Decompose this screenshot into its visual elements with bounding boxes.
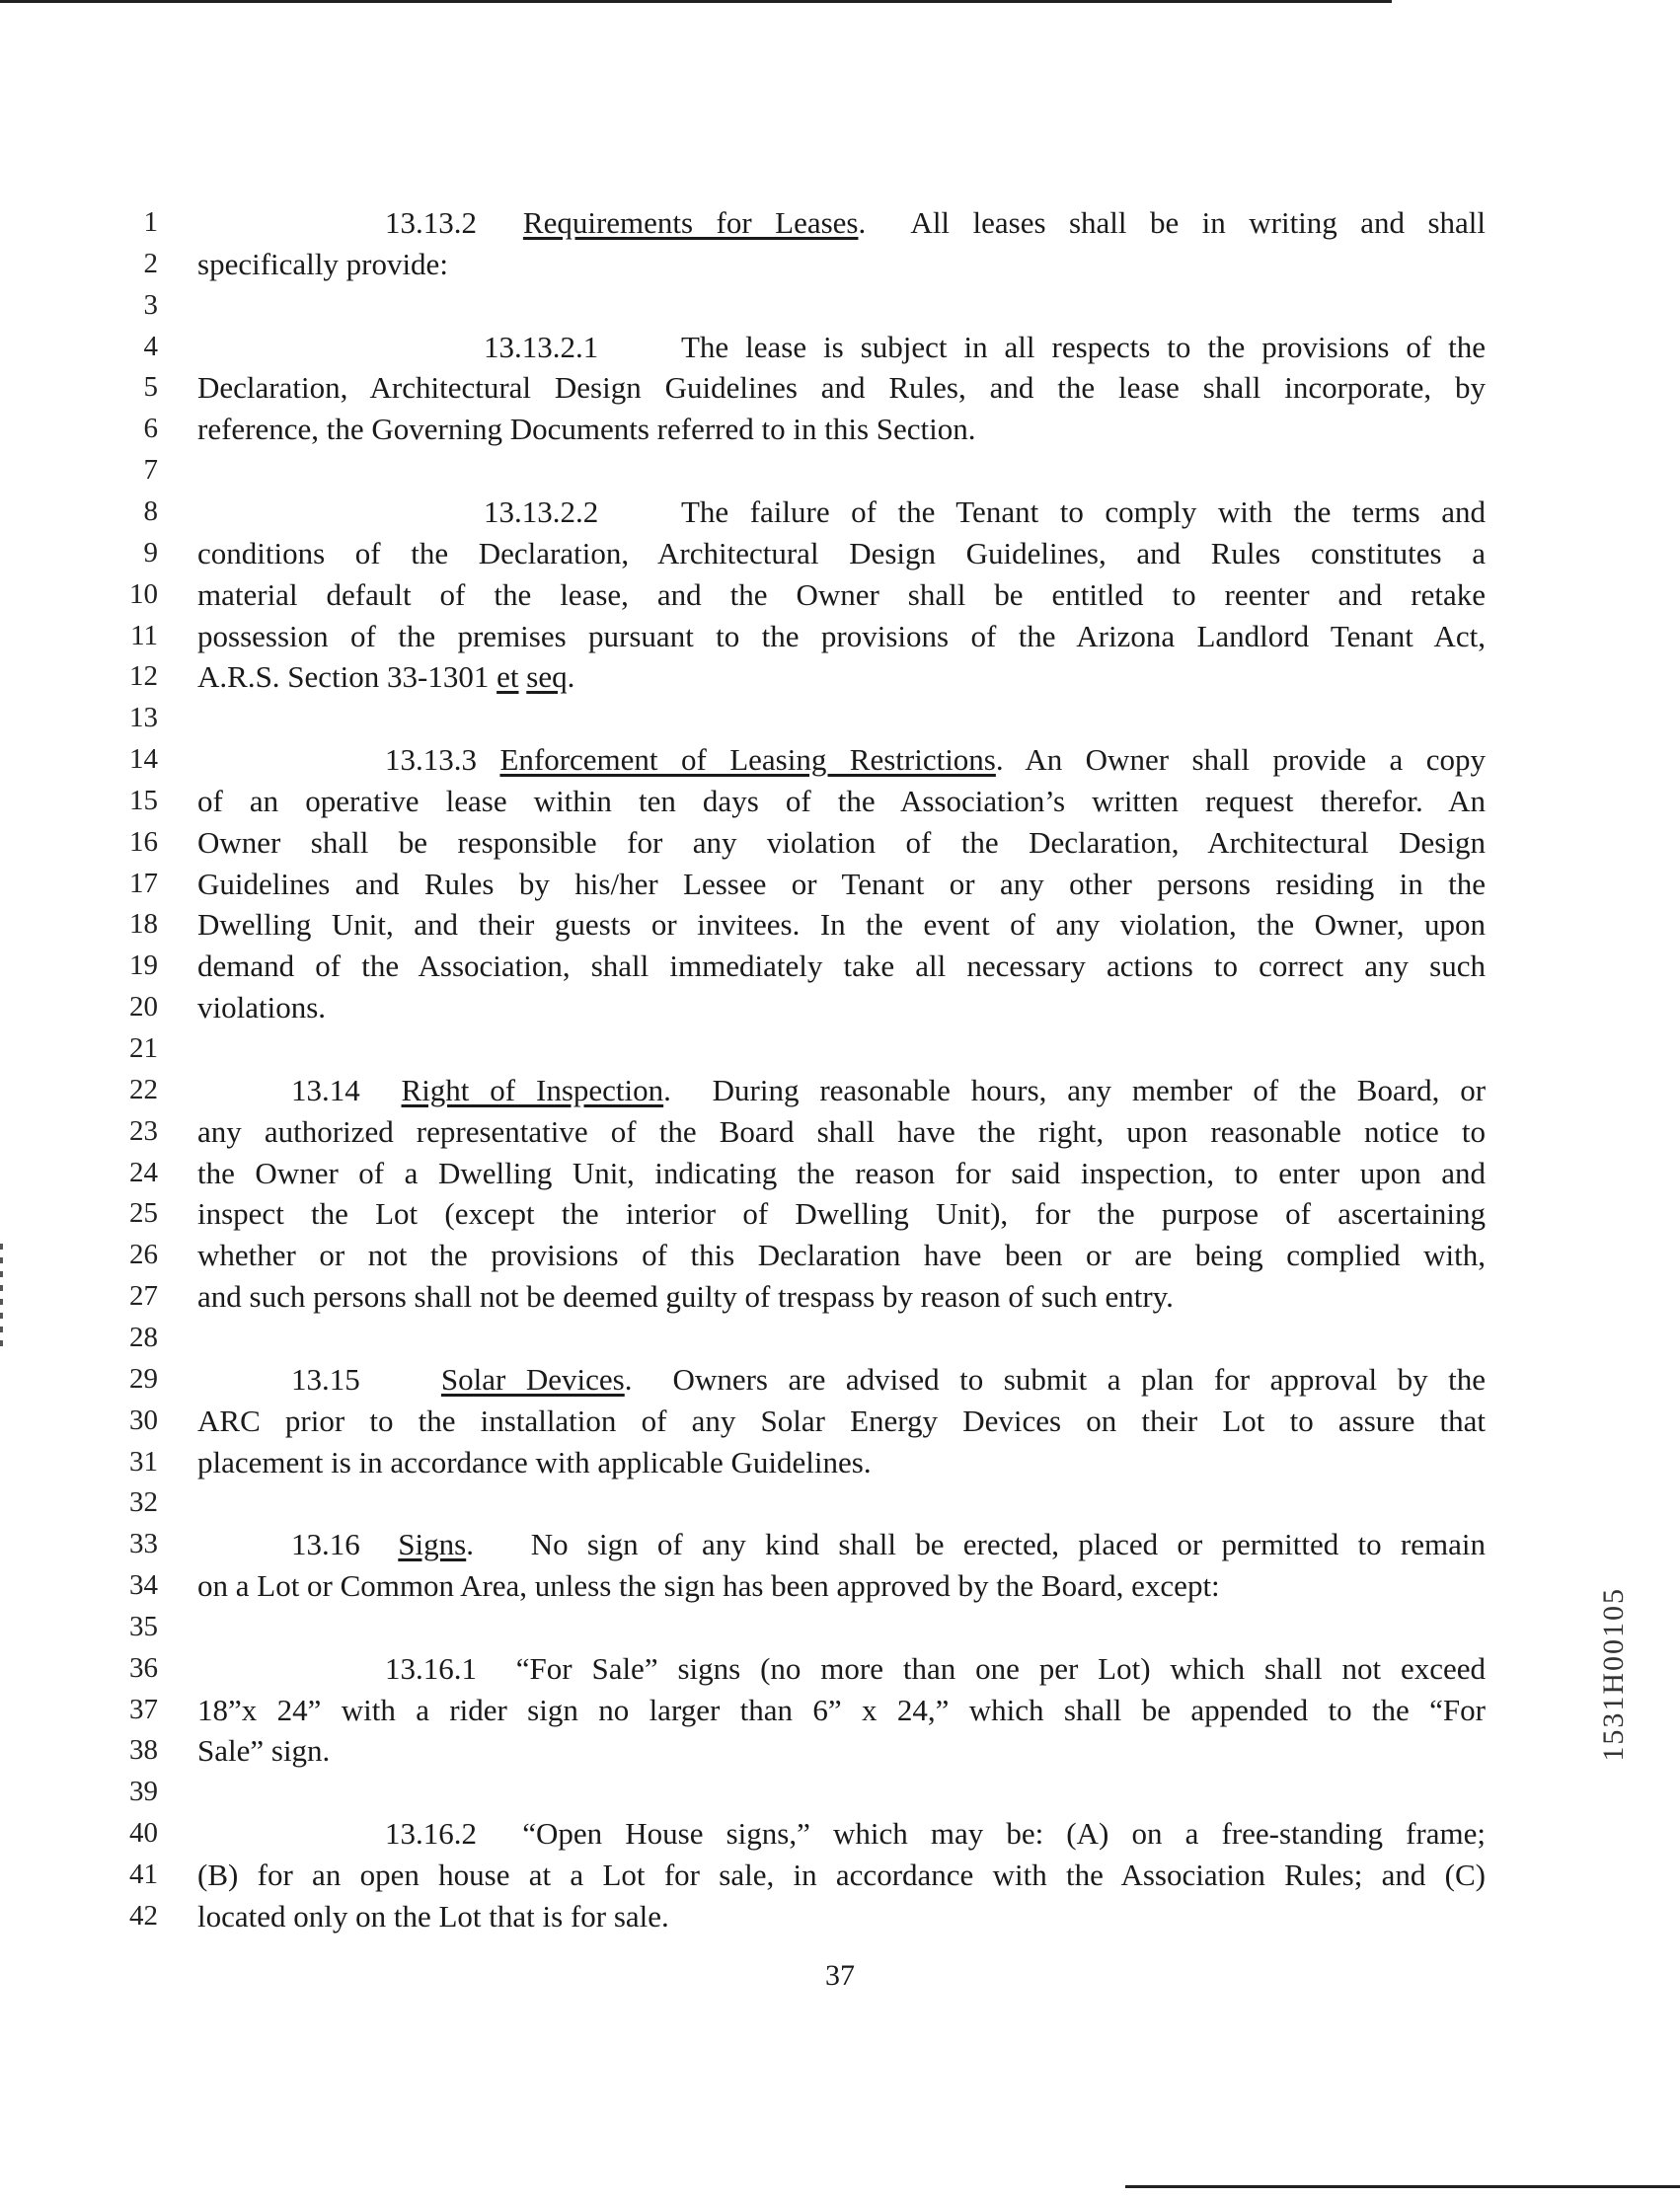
page-number: 37 bbox=[825, 1959, 855, 1992]
text-line bbox=[197, 1360, 1486, 1400]
binding-marks bbox=[0, 1244, 3, 1352]
line-number: 20 bbox=[129, 991, 158, 1024]
citation-et: et bbox=[496, 659, 519, 695]
line-text: specifically provide: bbox=[197, 246, 448, 281]
line-text: demand of the Association, shall immediately take all necessary actions to correct any such bbox=[197, 948, 1486, 984]
text-line bbox=[197, 740, 1486, 780]
margin-stamp: 1531H00105 bbox=[1597, 1587, 1630, 1762]
line-number: 25 bbox=[129, 1197, 158, 1230]
line-text-tail: . No sign of any kind shall be erected, placed or permitted to remain bbox=[466, 1527, 1486, 1562]
section-number: 13.16.1 bbox=[385, 1650, 516, 1686]
text-line bbox=[197, 1731, 330, 1771]
citation-seq: seq bbox=[526, 659, 568, 695]
line-number: 38 bbox=[129, 1734, 158, 1767]
text-line bbox=[197, 1277, 1174, 1317]
text-line bbox=[197, 1649, 1486, 1689]
line-text: whether or not the provisions of this Declaration have been or are being complied with, bbox=[197, 1238, 1486, 1273]
line-text: The failure of the Tenant to comply with the terms and bbox=[681, 493, 1486, 529]
text-line bbox=[197, 493, 1486, 532]
section-number: 13.16 bbox=[291, 1527, 399, 1562]
section-number: 13.15 bbox=[291, 1361, 441, 1397]
line-number: 14 bbox=[129, 743, 158, 776]
section-heading: Solar Devices bbox=[440, 1361, 625, 1397]
line-text: Owner shall be responsible for any violation of the Declaration, Architectural Design bbox=[197, 824, 1486, 860]
text-line bbox=[197, 368, 1486, 408]
line-number: 27 bbox=[129, 1280, 158, 1313]
line-number: 28 bbox=[129, 1321, 158, 1353]
text-line bbox=[197, 1194, 1486, 1234]
line-text: placement is in accordance with applicable Guidelines. bbox=[197, 1444, 872, 1479]
text-line bbox=[197, 657, 574, 697]
text-line bbox=[197, 203, 1486, 243]
line-text: material default of the lease, and the Owner shall be entitled to reenter and retake bbox=[197, 576, 1486, 612]
text-line bbox=[197, 988, 326, 1027]
line-text-tail: . During reasonable hours, any member of the Board, or bbox=[663, 1072, 1487, 1107]
line-number: 16 bbox=[129, 825, 158, 858]
line-text: on a Lot or Common Area, unless the sign has been approved by the Board, except: bbox=[197, 1568, 1220, 1604]
text-line bbox=[197, 534, 1486, 573]
line-number: 31 bbox=[129, 1445, 158, 1478]
text-line bbox=[197, 782, 1486, 821]
line-text: “Open House signs,” which may be: (A) on a free-standing frame; bbox=[522, 1816, 1486, 1852]
line-number: 9 bbox=[143, 536, 158, 569]
line-number: 32 bbox=[129, 1486, 158, 1519]
section-heading: Enforcement of Leasing Restrictions bbox=[499, 742, 996, 778]
line-text: of an operative lease within ten days of the Association’s written request therefor. An bbox=[197, 783, 1486, 818]
section-number: 13.13.2 bbox=[385, 205, 523, 240]
line-number: 13 bbox=[129, 702, 158, 734]
line-text: Dwelling Unit, and their guests or invitees. In the event of any violation, the Owner, upon bbox=[197, 907, 1486, 943]
line-number: 33 bbox=[129, 1528, 158, 1560]
line-number: 24 bbox=[129, 1156, 158, 1188]
line-text: (B) for an open house at a Lot for sale, in accordance with the Association Rules; and (C) bbox=[197, 1858, 1486, 1892]
line-text: “For Sale” signs (no more than one per Lot) which shall not exceed bbox=[515, 1650, 1486, 1686]
line-number: 34 bbox=[129, 1569, 158, 1602]
text-line bbox=[197, 865, 1486, 904]
line-number: 19 bbox=[129, 949, 158, 982]
line-text: possession of the premises pursuant to the provisions of the Arizona Landlord Tenant Act, bbox=[197, 618, 1486, 653]
line-text: A.R.S. Section 33-1301 bbox=[197, 659, 497, 695]
text-line bbox=[197, 1236, 1486, 1275]
line-number: 15 bbox=[129, 784, 158, 816]
section-number: 13.13.2.2 bbox=[484, 493, 599, 529]
line-number: 37 bbox=[129, 1693, 158, 1725]
line-text: and such persons shall not be deemed guilty of trespass by reason of such entry. bbox=[197, 1279, 1174, 1315]
line-text: conditions of the Declaration, Architectural Design Guidelines, and Rules constitutes a bbox=[197, 535, 1486, 570]
text-line bbox=[197, 410, 976, 449]
section-heading: Right of Inspection bbox=[401, 1072, 664, 1107]
line-number: 40 bbox=[129, 1817, 158, 1850]
line-number: 39 bbox=[129, 1776, 158, 1808]
text-line bbox=[197, 617, 1486, 656]
line-number: 42 bbox=[129, 1899, 158, 1932]
line-number: 29 bbox=[129, 1362, 158, 1395]
line-number: 36 bbox=[129, 1651, 158, 1684]
line-text: any authorized representative of the Board shall have the right, upon reasonable notice to bbox=[197, 1113, 1486, 1149]
line-number: 26 bbox=[129, 1239, 158, 1271]
section-number: 13.14 bbox=[291, 1072, 402, 1107]
line-number: 30 bbox=[129, 1403, 158, 1436]
line-text: Sale” sign. bbox=[197, 1733, 331, 1769]
line-number: 10 bbox=[129, 577, 158, 610]
line-text: Guidelines and Rules by his/her Lessee or Tenant or any other persons residing in the bbox=[197, 866, 1486, 901]
line-text: 18”x 24” with a rider sign no larger than 6” x 24,” which shall be appended to the “For bbox=[197, 1692, 1486, 1727]
line-number: 7 bbox=[143, 454, 158, 487]
text-line bbox=[197, 1071, 1486, 1110]
text-line bbox=[197, 1525, 1486, 1564]
section-number: 13.13.3 bbox=[385, 742, 500, 778]
line-number: 21 bbox=[129, 1032, 158, 1064]
line-number: 18 bbox=[129, 908, 158, 941]
line-number: 12 bbox=[129, 660, 158, 693]
text-line bbox=[197, 575, 1486, 615]
text-line bbox=[197, 1691, 1486, 1730]
line-number: 5 bbox=[143, 371, 158, 404]
line-number: 22 bbox=[129, 1073, 158, 1105]
text-line bbox=[197, 1814, 1486, 1854]
line-text: ARC prior to the installation of any Solar Energy Devices on their Lot to assure that bbox=[197, 1403, 1486, 1438]
line-number: 41 bbox=[129, 1859, 158, 1890]
text-line bbox=[197, 1566, 1220, 1606]
text-line bbox=[197, 1443, 872, 1482]
line-text: violations. bbox=[197, 990, 327, 1025]
text-line bbox=[197, 905, 1486, 945]
line-text-tail: . Owners are advised to submit a plan for approval by the bbox=[624, 1361, 1487, 1397]
line-number: 4 bbox=[143, 330, 158, 362]
line-text: located only on the Lot that is for sale. bbox=[197, 1898, 669, 1934]
bottom-rule bbox=[1125, 2185, 1680, 2188]
line-text: reference, the Governing Documents referred to in this Section. bbox=[197, 412, 976, 447]
line-number: 2 bbox=[143, 247, 158, 279]
line-text: Declaration, Architectural Design Guidelines and Rules, and the lease shall incorporate, by bbox=[197, 370, 1486, 406]
line-number: 17 bbox=[129, 867, 158, 899]
section-heading: Signs bbox=[398, 1527, 467, 1562]
section-heading: Requirements for Leases bbox=[522, 205, 859, 240]
text-line bbox=[197, 1856, 1486, 1895]
text-line bbox=[197, 1402, 1486, 1441]
text-line bbox=[197, 1112, 1486, 1152]
line-number: 3 bbox=[143, 288, 158, 321]
text-line bbox=[197, 245, 448, 284]
section-number: 13.16.2 bbox=[385, 1816, 523, 1852]
line-text: The lease is subject in all respects to the provisions of the bbox=[681, 329, 1486, 364]
text-line bbox=[197, 1897, 669, 1936]
line-number: 6 bbox=[143, 413, 158, 445]
text-line bbox=[197, 823, 1486, 863]
line-text: inspect the Lot (except the interior of Dwelling Unit), for the purpose of ascertaining bbox=[197, 1196, 1486, 1232]
line-number: 11 bbox=[130, 619, 158, 651]
line-text-tail: . bbox=[567, 659, 575, 695]
line-number: 1 bbox=[143, 206, 158, 238]
section-number: 13.13.2.1 bbox=[484, 329, 599, 364]
line-number: 8 bbox=[143, 494, 158, 527]
line-text: the Owner of a Dwelling Unit, indicating the reason for said inspection, to enter upon and bbox=[197, 1155, 1486, 1190]
top-rule bbox=[0, 0, 1392, 3]
text-line bbox=[197, 328, 1486, 367]
line-text-tail: . An Owner shall provide a copy bbox=[995, 742, 1487, 778]
line-number: 23 bbox=[129, 1114, 158, 1147]
line-text-tail: . All leases shall be in writing and shall bbox=[858, 205, 1487, 240]
text-line bbox=[197, 1154, 1486, 1193]
text-line bbox=[197, 947, 1486, 986]
line-number: 35 bbox=[129, 1610, 158, 1642]
